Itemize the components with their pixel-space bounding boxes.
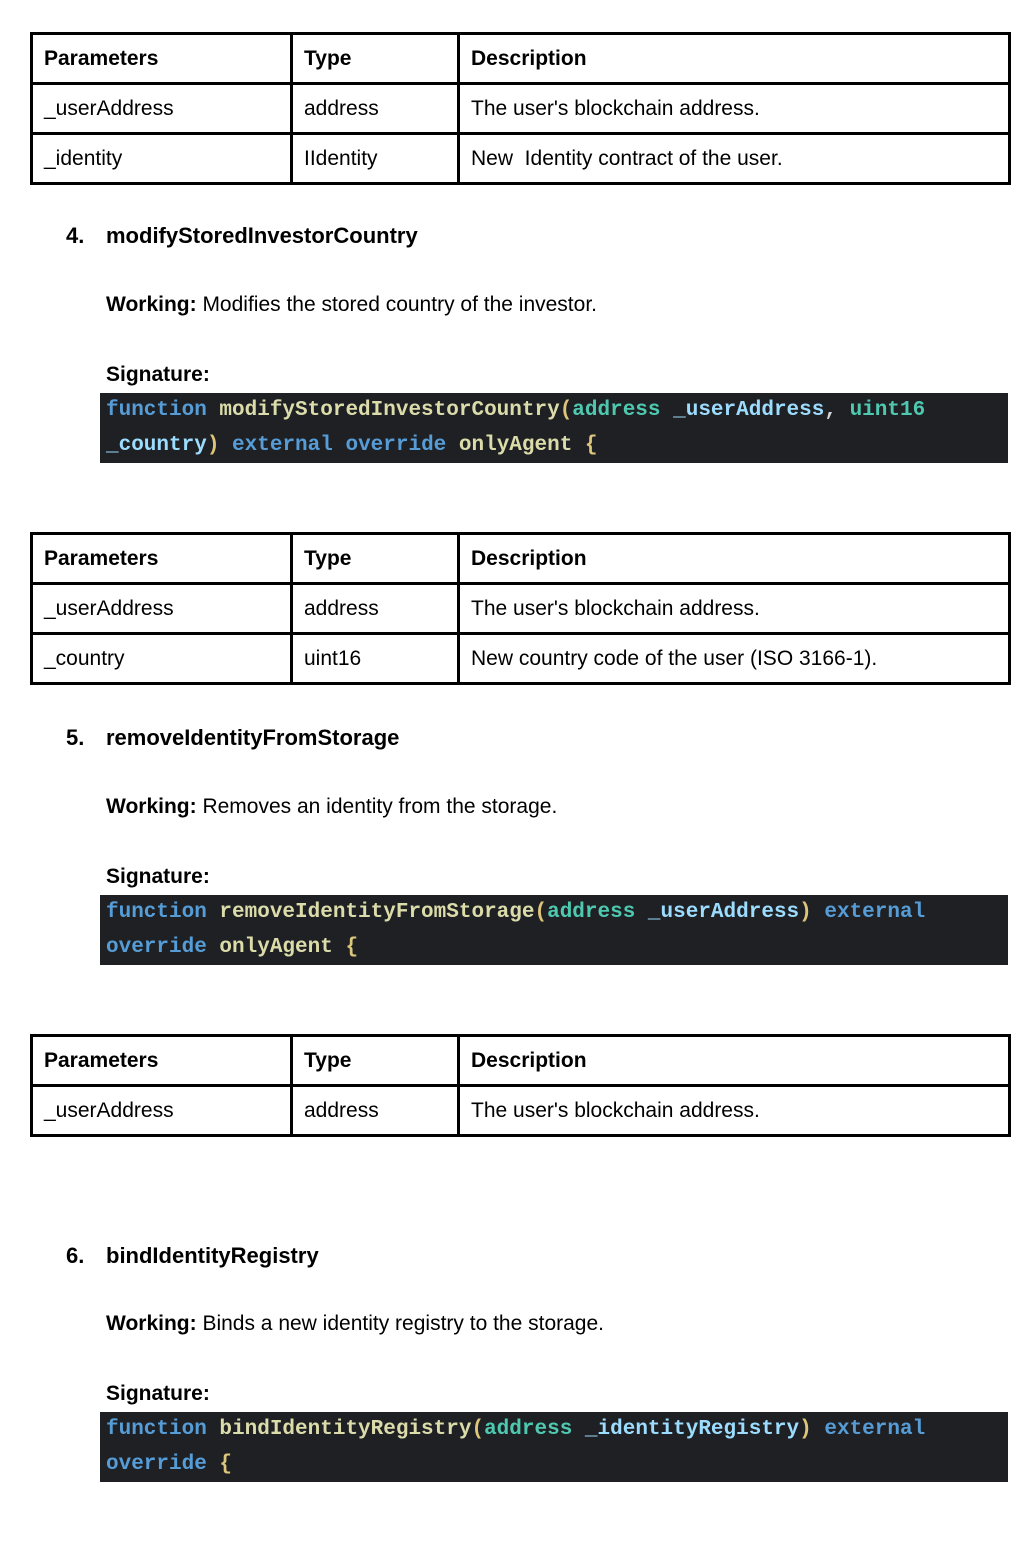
param-description-cell: The user's blockchain address. bbox=[459, 584, 1010, 634]
code-token: override bbox=[106, 1453, 220, 1476]
param-name-cell: _userAddress bbox=[32, 84, 292, 134]
section-title: bindIdentityRegistry bbox=[106, 1243, 319, 1268]
code-token: { bbox=[219, 1453, 233, 1476]
code-token: address bbox=[547, 901, 648, 924]
code-token: function bbox=[106, 1418, 220, 1441]
code-block bbox=[100, 895, 1008, 965]
code-block bbox=[100, 393, 1008, 463]
signature-label: Signature: bbox=[106, 363, 210, 386]
section-number: 4. bbox=[66, 223, 85, 248]
section-heading bbox=[66, 223, 1034, 249]
table-row bbox=[32, 84, 1010, 134]
code-line bbox=[100, 1447, 1008, 1482]
param-description-cell: The user's blockchain address. bbox=[459, 1086, 1010, 1136]
col-header-parameters: Parameters bbox=[32, 534, 292, 584]
code-line bbox=[100, 428, 1008, 463]
code-token: removeIdentityFromStorage bbox=[219, 901, 535, 924]
code-token: _country bbox=[106, 434, 207, 457]
code-line bbox=[100, 930, 1008, 965]
code-token: modifyStoredInvestorCountry bbox=[219, 399, 560, 422]
col-header-description: Description bbox=[459, 34, 1010, 84]
signature-label: Signature: bbox=[106, 1382, 210, 1405]
code-token: onlyAgent bbox=[458, 434, 585, 457]
section-number: 6. bbox=[66, 1243, 85, 1268]
section-number: 5. bbox=[66, 725, 85, 750]
param-type-cell: address bbox=[292, 1086, 459, 1136]
table-row bbox=[32, 1086, 1010, 1136]
code-token: , bbox=[824, 399, 850, 422]
code-token: { bbox=[345, 936, 359, 959]
code-token: _userAddress bbox=[673, 399, 825, 422]
code-token: address bbox=[572, 399, 674, 422]
code-token: external bbox=[824, 901, 926, 924]
code-token: ) bbox=[206, 434, 233, 457]
code-token: ) bbox=[799, 901, 825, 924]
code-token: _identityRegistry bbox=[584, 1418, 800, 1441]
code-token: override bbox=[345, 434, 459, 457]
col-header-parameters: Parameters bbox=[32, 1036, 292, 1086]
code-token: bindIdentityRegistry bbox=[219, 1418, 472, 1441]
code-token: ( bbox=[534, 901, 548, 924]
section-heading bbox=[66, 1243, 1034, 1269]
param-type-cell: address bbox=[292, 584, 459, 634]
table-row bbox=[32, 584, 1010, 634]
code-token: _userAddress bbox=[647, 901, 800, 924]
working-paragraph bbox=[106, 293, 1034, 317]
param-name-cell: _identity bbox=[32, 134, 292, 184]
signature-label: Signature: bbox=[106, 865, 210, 888]
param-description-cell: The user's blockchain address. bbox=[459, 84, 1010, 134]
param-type-cell: uint16 bbox=[292, 634, 459, 684]
param-name-cell: _userAddress bbox=[32, 1086, 292, 1136]
code-token: { bbox=[584, 434, 598, 457]
code-token: function bbox=[106, 901, 220, 924]
section-title: modifyStoredInvestorCountry bbox=[106, 223, 418, 248]
code-token: function bbox=[106, 399, 220, 422]
working-label: Working: bbox=[106, 795, 197, 818]
table-row bbox=[32, 634, 1010, 684]
param-description-cell: New country code of the user (ISO 3166-1). bbox=[459, 634, 1010, 684]
code-token: onlyAgent bbox=[219, 936, 346, 959]
code-line bbox=[100, 393, 1008, 428]
code-token: override bbox=[106, 936, 220, 959]
parameters-table bbox=[30, 32, 1011, 185]
code-token: address bbox=[484, 1418, 585, 1441]
working-paragraph bbox=[106, 1312, 1034, 1336]
table-header-row bbox=[32, 34, 1010, 84]
code-token: ( bbox=[559, 399, 573, 422]
working-text: Removes an identity from the storage. bbox=[196, 795, 558, 818]
param-type-cell: IIdentity bbox=[292, 134, 459, 184]
section-heading bbox=[66, 725, 1034, 751]
code-line bbox=[100, 1412, 1008, 1447]
col-header-type: Type bbox=[292, 34, 459, 84]
param-description-cell: New Identity contract of the user. bbox=[459, 134, 1010, 184]
section-title: removeIdentityFromStorage bbox=[106, 725, 400, 750]
table-row bbox=[32, 134, 1010, 184]
col-header-description: Description bbox=[459, 1036, 1010, 1086]
param-type-cell: address bbox=[292, 84, 459, 134]
working-label: Working: bbox=[106, 1312, 197, 1335]
working-paragraph bbox=[106, 795, 1034, 819]
code-block bbox=[100, 1412, 1008, 1482]
parameters-table bbox=[30, 1034, 1011, 1137]
col-header-type: Type bbox=[292, 1036, 459, 1086]
code-token: ( bbox=[471, 1418, 485, 1441]
code-token: external bbox=[232, 434, 346, 457]
col-header-parameters: Parameters bbox=[32, 34, 292, 84]
working-text: Modifies the stored country of the investor. bbox=[196, 293, 597, 316]
col-header-description: Description bbox=[459, 534, 1010, 584]
working-text: Binds a new identity registry to the storage. bbox=[196, 1312, 604, 1335]
table-header-row bbox=[32, 1036, 1010, 1086]
code-line bbox=[100, 895, 1008, 930]
param-name-cell: _userAddress bbox=[32, 584, 292, 634]
param-name-cell: _country bbox=[32, 634, 292, 684]
working-label: Working: bbox=[106, 293, 197, 316]
code-token: uint16 bbox=[849, 399, 926, 422]
parameters-table bbox=[30, 532, 1011, 685]
code-token: external bbox=[824, 1418, 926, 1441]
table-header-row bbox=[32, 534, 1010, 584]
col-header-type: Type bbox=[292, 534, 459, 584]
code-token: ) bbox=[799, 1418, 825, 1441]
